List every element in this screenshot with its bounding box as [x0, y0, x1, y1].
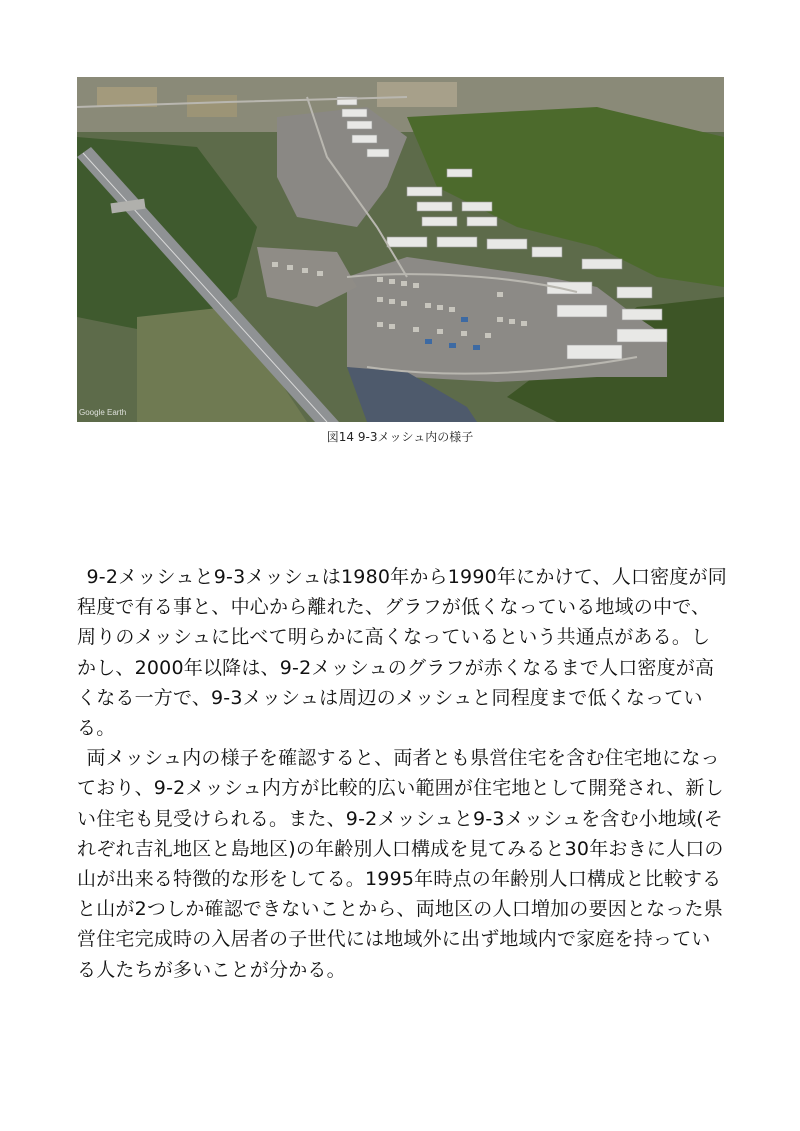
body-text: [77, 562, 727, 985]
watermark-text: Google Earth: [79, 408, 127, 417]
aerial-photo-drawing: [77, 77, 724, 422]
paragraph: 両メッシュ内の様子を確認すると、両者とも県営住宅を含む住宅地になっており、9-2メッシュ内方が比較的広い範囲が住宅地として開発され、新しい住宅も見受けられる。また、9-2メッシュと9-3メッシュを含む小地域(それぞれ吉礼地区と島地区)の年齢別人口構成を見てみると30年おきに人口の山が出来る特徴的な形をしてる。1995年時点の年齢別人口構成と比較すると山が2つしか確認できないことから、両地区の人口増加の要因となった県営住宅完成時の入居者の子世代には地域外に出ず地域内で家庭を持っている人たちが多いことが分かる。: [77, 747, 724, 981]
aerial-photo: [77, 77, 724, 422]
paragraph: 9-2メッシュと9-3メッシュは1980年から1990年にかけて、人口密度が同程度で有る事と、中心から離れた、グラフが低くなっている地域の中で、周りのメッシュに比べて明らかに高くなっているという共通点がある。しかし、2000年以降は、9-2メッシュのグラフが赤くなるまで人口密度が高くなる一方で、9-3メッシュは周辺のメッシュと同程度まで低くなっている。: [77, 566, 727, 740]
figure-caption: 図14 9-3メッシュ内の様子: [326, 430, 474, 444]
